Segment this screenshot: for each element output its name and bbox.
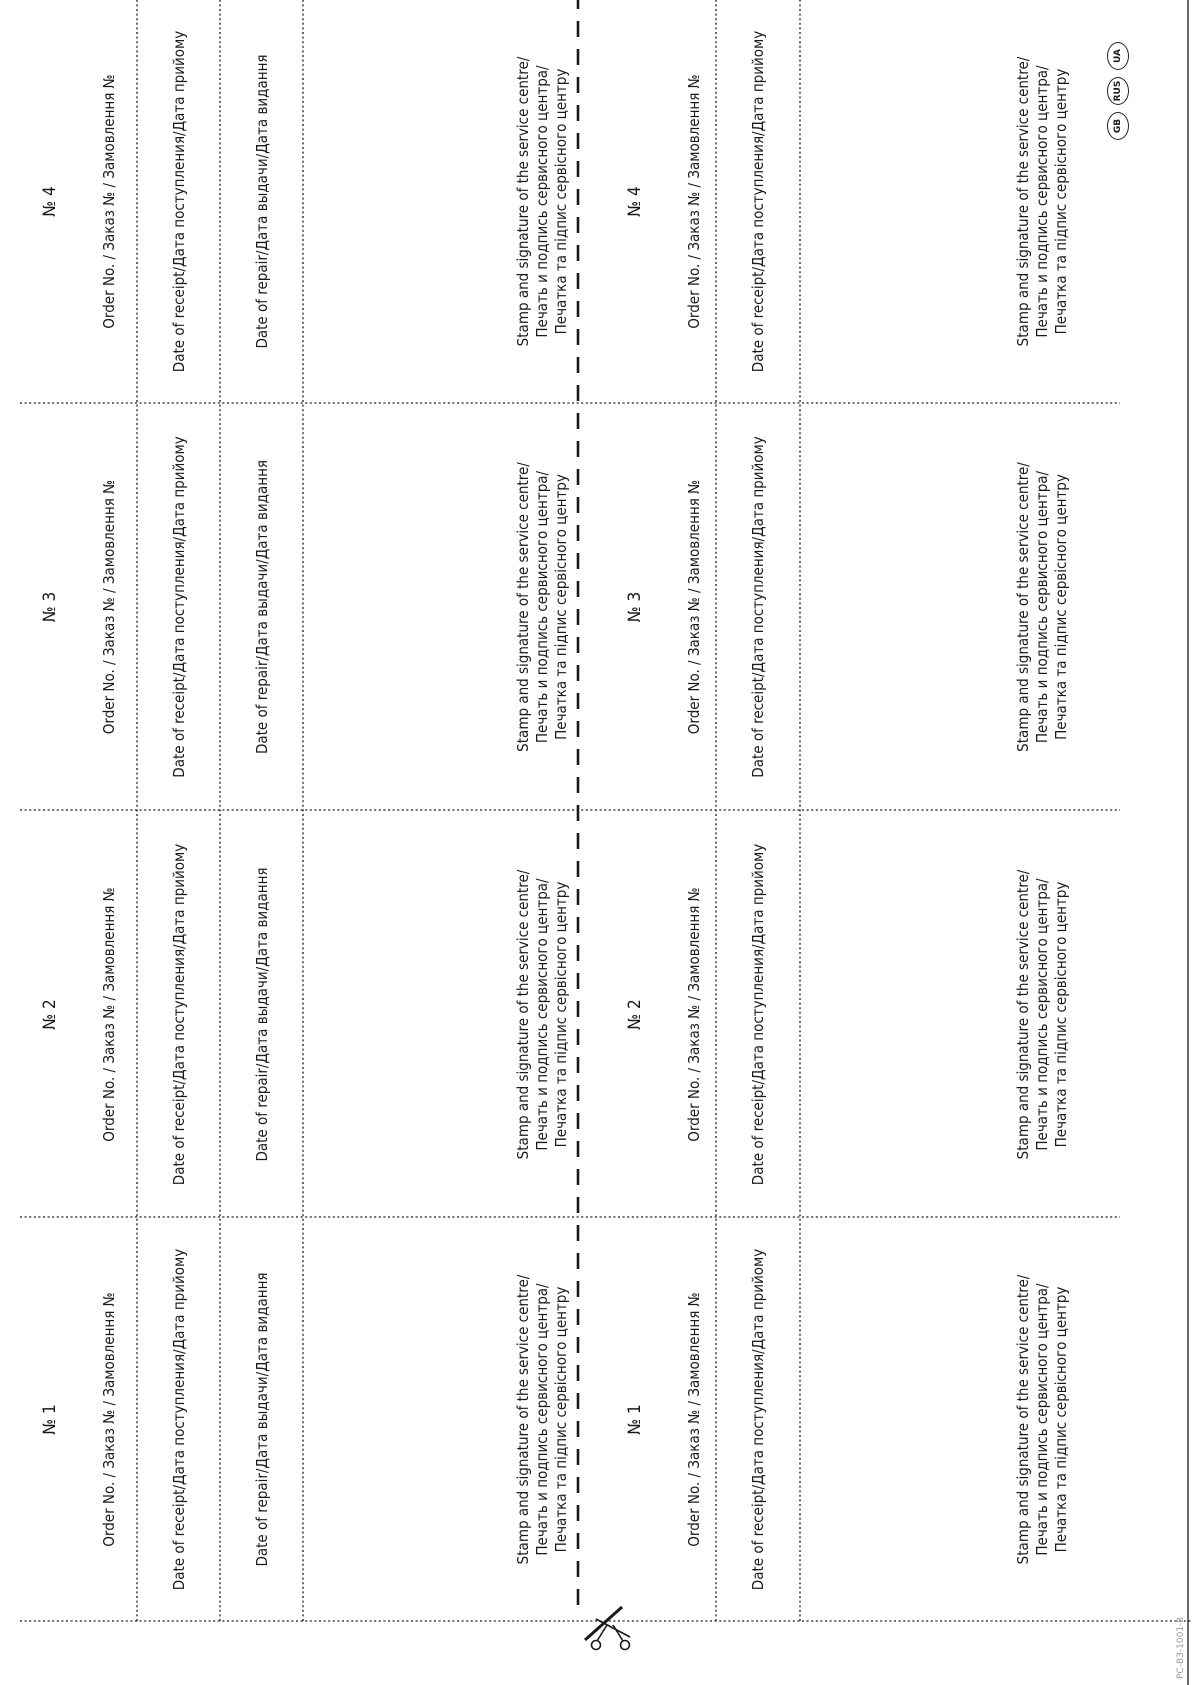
stub-order-number-label	[672, 1218, 716, 1621]
stub-number	[600, 811, 670, 1218]
stamp-and-signature-label	[495, 403, 590, 811]
stamp-and-signature-label	[495, 0, 590, 403]
stub-stamp-and-signature-label	[995, 811, 1090, 1218]
stub-order-number-label	[672, 811, 716, 1218]
stub-receipt-label-text: Date of receipt/Дата поступления/Дата прийому	[749, 30, 767, 373]
order-number-label	[81, 1218, 137, 1621]
stub-stamp-line: Stamp and signature of the service centre/	[1014, 869, 1032, 1160]
date-of-receipt-label	[137, 1218, 220, 1621]
date-of-receipt-label	[137, 811, 220, 1218]
stub-receipt-label-text: Date of receipt/Дата поступления/Дата прийому	[749, 436, 767, 778]
stub-date-of-receipt-label	[716, 811, 800, 1218]
order-label-text: Order No. / Заказ № / Замовлення №	[100, 887, 118, 1142]
date-of-receipt-label	[137, 0, 220, 403]
stub-order-number-label	[672, 0, 716, 403]
stub-date-of-receipt-label	[716, 1218, 800, 1621]
receipt-label-text: Date of receipt/Дата поступления/Дата прийому	[169, 30, 188, 373]
order-number-label	[81, 811, 137, 1218]
stub-order-label-text: Order No. / Заказ № / Замовлення №	[685, 74, 703, 329]
stub-number-text: № 3	[625, 591, 645, 623]
receipt-label-text: Date of receipt/Дата поступления/Дата прийому	[169, 843, 188, 1186]
date-of-receipt-label	[137, 403, 220, 811]
stub-date-of-receipt-label	[716, 403, 800, 811]
stub-order-label-text: Order No. / Заказ № / Замовлення №	[685, 479, 703, 735]
stub-stamp-line: Печатка та підпис сервісного центру	[1052, 881, 1070, 1148]
stamp-line: Печать и подпись сервисного центра/	[533, 878, 551, 1151]
stub-number-text: № 4	[625, 186, 645, 217]
stamp-and-signature-label	[495, 1218, 590, 1621]
stub-stamp-line: Печать и подпись сервисного центра/	[1033, 470, 1051, 744]
stub-stamp-line: Stamp and signature of the service centre/	[1014, 1274, 1032, 1565]
repair-label-text: Date of repair/Дата выдачи/Дата видання	[252, 459, 271, 755]
date-of-repair-label	[220, 1218, 303, 1621]
stub-receipt-label-text: Date of receipt/Дата поступления/Дата прийому	[749, 843, 767, 1186]
stub-number	[600, 403, 670, 811]
stamp-line: Печать и подпись сервисного центра/	[533, 65, 551, 338]
stamp-line: Stamp and signature of the service centre/	[514, 462, 532, 752]
stub-receipt-label-text: Date of receipt/Дата поступления/Дата прийому	[749, 1248, 767, 1591]
stamp-line: Stamp and signature of the service centre/	[514, 56, 532, 347]
order-label-text: Order No. / Заказ № / Замовлення №	[100, 1292, 118, 1547]
date-of-repair-label	[220, 0, 303, 403]
stamp-line: Печатка та підпис сервісного центру	[552, 474, 570, 740]
locale-badge-rus: RUS	[1107, 77, 1129, 105]
footer-code: РС-ВЗ-1001-8	[1176, 1616, 1186, 1679]
receipt-label-text: Date of receipt/Дата поступления/Дата прийому	[169, 436, 188, 778]
repair-label-text: Date of repair/Дата выдачи/Дата видання	[252, 867, 271, 1162]
stub-stamp-line: Stamp and signature of the service centre/	[1014, 462, 1032, 752]
stub-stamp-line: Печать и подпись сервисного центра/	[1033, 878, 1051, 1151]
stub-stamp-line: Печать и подпись сервисного центра/	[1033, 1283, 1051, 1556]
stub-stamp-and-signature-label	[995, 0, 1090, 403]
coupon-number-text: № 2	[40, 999, 60, 1030]
stamp-line: Печать и подпись сервисного центра/	[533, 470, 551, 744]
stamp-line: Печатка та підпис сервісного центру	[552, 68, 570, 335]
stub-number-text: № 2	[625, 999, 645, 1030]
stub-number	[600, 0, 670, 403]
date-of-repair-label	[220, 403, 303, 811]
repair-label-text: Date of repair/Дата выдачи/Дата видання	[252, 1272, 271, 1567]
order-label-text: Order No. / Заказ № / Замовлення №	[100, 74, 118, 329]
stub-stamp-line: Печатка та підпис сервісного центру	[1052, 68, 1070, 335]
stamp-line: Печать и подпись сервисного центра/	[533, 1283, 551, 1556]
coupon-number-text: № 1	[40, 1404, 60, 1435]
order-number-label	[81, 403, 137, 811]
stamp-and-signature-label	[495, 811, 590, 1218]
stub-date-of-receipt-label	[716, 0, 800, 403]
stamp-line: Stamp and signature of the service centre/	[514, 1274, 532, 1565]
stub-order-label-text: Order No. / Заказ № / Замовлення №	[685, 1292, 703, 1547]
repair-label-text: Date of repair/Дата выдачи/Дата видання	[252, 54, 271, 349]
stamp-line: Печатка та підпис сервісного центру	[552, 1286, 570, 1553]
stamp-line: Stamp and signature of the service centre/	[514, 869, 532, 1160]
stub-stamp-line: Печатка та підпис сервісного центру	[1052, 474, 1070, 740]
locale-badge-ua: UA	[1107, 42, 1129, 70]
stub-number	[600, 1218, 670, 1621]
stub-order-label-text: Order No. / Заказ № / Замовлення №	[685, 887, 703, 1142]
stub-stamp-and-signature-label	[995, 403, 1090, 811]
stub-number-text: № 1	[625, 1404, 645, 1435]
stub-stamp-line: Печать и подпись сервисного центра/	[1033, 65, 1051, 338]
stamp-line: Печатка та підпис сервісного центру	[552, 881, 570, 1148]
stub-stamp-line: Stamp and signature of the service centre/	[1014, 56, 1032, 347]
stub-stamp-and-signature-label	[995, 1218, 1090, 1621]
order-label-text: Order No. / Заказ № / Замовлення №	[100, 479, 118, 735]
stub-stamp-line: Печатка та підпис сервісного центру	[1052, 1286, 1070, 1553]
coupon-number-text: № 3	[40, 591, 60, 623]
order-number-label	[81, 0, 137, 403]
locale-badge-gb: GB	[1107, 112, 1129, 140]
coupon-number-text: № 4	[40, 186, 60, 217]
receipt-label-text: Date of receipt/Дата поступления/Дата прийому	[169, 1248, 188, 1591]
date-of-repair-label	[220, 811, 303, 1218]
stub-order-number-label	[672, 403, 716, 811]
